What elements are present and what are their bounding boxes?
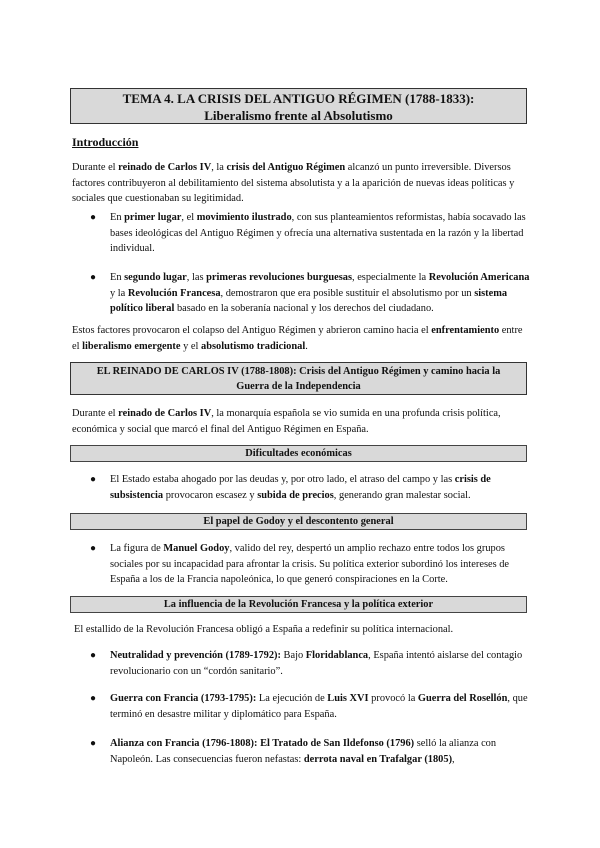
bullet-dot-icon: ● <box>90 212 97 223</box>
bullet-text <box>110 691 530 722</box>
text-run: El Estado estaba ahogado por las deudas y, por otro lado, el atraso del campo y las <box>110 474 455 485</box>
text-run: , España intentó aislarse del contagio revolucionario con un “cordón sanitario”. <box>110 650 523 677</box>
text-run: , el <box>181 212 197 223</box>
bold-text-run: subida de precios <box>257 489 334 501</box>
text-run: , que terminó en desastre militar y diplomático para España. <box>110 693 528 720</box>
text-run: , generando gran malestar social. <box>333 489 471 501</box>
intro-paragraph <box>72 160 528 207</box>
intro-bullet-ilustrado <box>92 210 530 257</box>
text-run: En <box>110 272 125 283</box>
text-run: Bajo <box>280 650 306 661</box>
reinado-section-heading <box>70 362 527 395</box>
text-run: , <box>452 753 455 765</box>
bold-text-run: crisis de subsistencia <box>110 474 491 501</box>
influencia-bullet-alianza <box>92 736 530 767</box>
intro-heading: Introducción <box>72 135 139 149</box>
dificultades-bullet <box>92 472 530 503</box>
bold-text-run: movimiento ilustrado <box>196 212 292 223</box>
document-title-line1: TEMA 4. LA CRISIS DEL ANTIGUO RÉGIMEN (1788-1833): <box>122 91 475 106</box>
text-run: , especialmente la <box>352 272 429 283</box>
bullet-text <box>110 210 530 257</box>
text-run: , la monarquía española se vio sumida en una profunda crisis política, económica y social que marcó el final del Antiguo Régimen en España. <box>72 408 501 435</box>
bullet-text <box>110 541 530 588</box>
influencia-bullet-guerra <box>92 691 530 722</box>
influencia-bullet-neutralidad <box>92 648 530 679</box>
reinado-heading-line2: Guerra de la Independencia <box>236 381 361 392</box>
text-run: Durante el <box>72 408 119 419</box>
influencia-paragraph <box>74 622 530 638</box>
text-run: El estallido de la Revolución Francesa obligó a España a redefinir su política internacional. <box>74 624 454 635</box>
text-run: , con sus planteamientos reformistas, había socavado las bases ideológicas del Antiguo Régimen y ofrecía una alternativa sustentada en la razón y la libertad individual. <box>110 212 526 254</box>
intro-conclusion-paragraph <box>72 323 528 354</box>
bullet-text <box>110 472 530 503</box>
reinado-paragraph <box>72 406 528 437</box>
godoy-heading: El papel de Godoy y el descontento general <box>70 513 527 530</box>
bold-text-run: crisis del Antiguo Régimen <box>226 162 346 173</box>
bold-text-run: Revolución Americana <box>428 272 530 283</box>
godoy-bullet <box>92 541 530 588</box>
bold-text-run: Guerra con Francia (1793-1795): <box>110 693 257 704</box>
text-run: y la <box>110 287 128 299</box>
text-run: Estos factores provocaron el colapso del Antiguo Régimen y abrieron camino hacia el <box>72 325 432 336</box>
document-title-line2: Liberalismo frente al Absolutismo <box>204 108 393 123</box>
text-run: , valido del rey, despertó un amplio rechazo entre todos los grupos sociales por su incapacidad para afrontar la crisis. Su política exterior subordinó los intereses de España a los de la Francia napoleónica, lo que generó conspiraciones en la Corte. <box>110 543 510 585</box>
bold-text-run: absolutismo tradicional <box>201 340 306 352</box>
reinado-heading-line1: EL REINADO DE CARLOS IV (1788-1808): Crisis del Antiguo Régimen y camino hacia la <box>96 366 501 377</box>
text-run: La ejecución de <box>256 693 328 704</box>
bold-text-run: enfrentamiento <box>431 325 500 336</box>
bold-text-run: derrota naval en Trafalgar (1805) <box>303 753 453 765</box>
intro-bullet-revoluciones <box>92 270 530 317</box>
bold-text-run: sistema político liberal <box>110 287 508 314</box>
bold-text-run: Revolución Francesa <box>127 287 221 299</box>
text-run: . <box>305 340 308 352</box>
bullet-dot-icon: ● <box>90 650 97 661</box>
bullet-text <box>110 736 530 767</box>
text-run: provocó la <box>368 693 418 704</box>
text-run: , las <box>186 272 207 283</box>
bullet-dot-icon: ● <box>90 272 97 283</box>
bold-text-run: reinado de Carlos IV <box>118 408 212 419</box>
text-run: y el <box>180 340 201 352</box>
document-title-box <box>70 88 527 124</box>
bold-text-run: El Tratado de San Ildefonso (1796) <box>260 738 415 749</box>
text-run: selló la alianza con Napoleón. Las consecuencias fueron nefastas: <box>110 738 497 765</box>
text-run: , demostraron que era posible sustituir el absolutismo por un <box>220 287 475 299</box>
bullet-text <box>110 270 530 317</box>
bullet-dot-icon: ● <box>90 738 97 749</box>
bold-text-run: liberalismo emergente <box>82 340 181 352</box>
bullet-dot-icon: ● <box>90 474 97 485</box>
text-run: entre el <box>72 325 523 352</box>
text-run: basado en la soberanía nacional y los derechos del ciudadano. <box>174 303 434 314</box>
text-run: La figura de <box>110 543 164 554</box>
bullet-text <box>110 648 530 679</box>
bold-text-run: Floridablanca <box>305 650 369 661</box>
text-run: alcanzó un punto irreversible. Diversos factores contribuyeron al debilitamiento del sistema absolutista y a la aparición de nuevas ideas políticas y sociales que cuestionaban su legitimidad. <box>72 162 515 204</box>
influencia-heading: La influencia de la Revolución Francesa y la política exterior <box>70 596 527 613</box>
bold-text-run: primer lugar <box>124 212 182 223</box>
bold-text-run: Luis XVI <box>327 693 369 704</box>
bold-text-run: segundo lugar <box>124 272 187 283</box>
text-run: , la <box>211 162 227 173</box>
text-run: Durante el <box>72 162 119 173</box>
bullet-dot-icon: ● <box>90 693 97 704</box>
bold-text-run: Neutralidad y prevención (1789-1792): <box>110 650 281 661</box>
bold-text-run: Guerra del Rosellón <box>417 693 508 704</box>
bold-text-run: reinado de Carlos IV <box>118 162 212 173</box>
dificultades-heading: Dificultades económicas <box>70 445 527 462</box>
bold-text-run: Manuel Godoy <box>163 543 230 554</box>
text-run: provocaron escasez y <box>163 489 258 501</box>
bold-text-run: primeras revoluciones burguesas <box>206 272 352 283</box>
bullet-dot-icon: ● <box>90 543 97 554</box>
bold-text-run: Alianza con Francia (1796-1808): <box>110 738 258 749</box>
text-run: En <box>110 212 125 223</box>
